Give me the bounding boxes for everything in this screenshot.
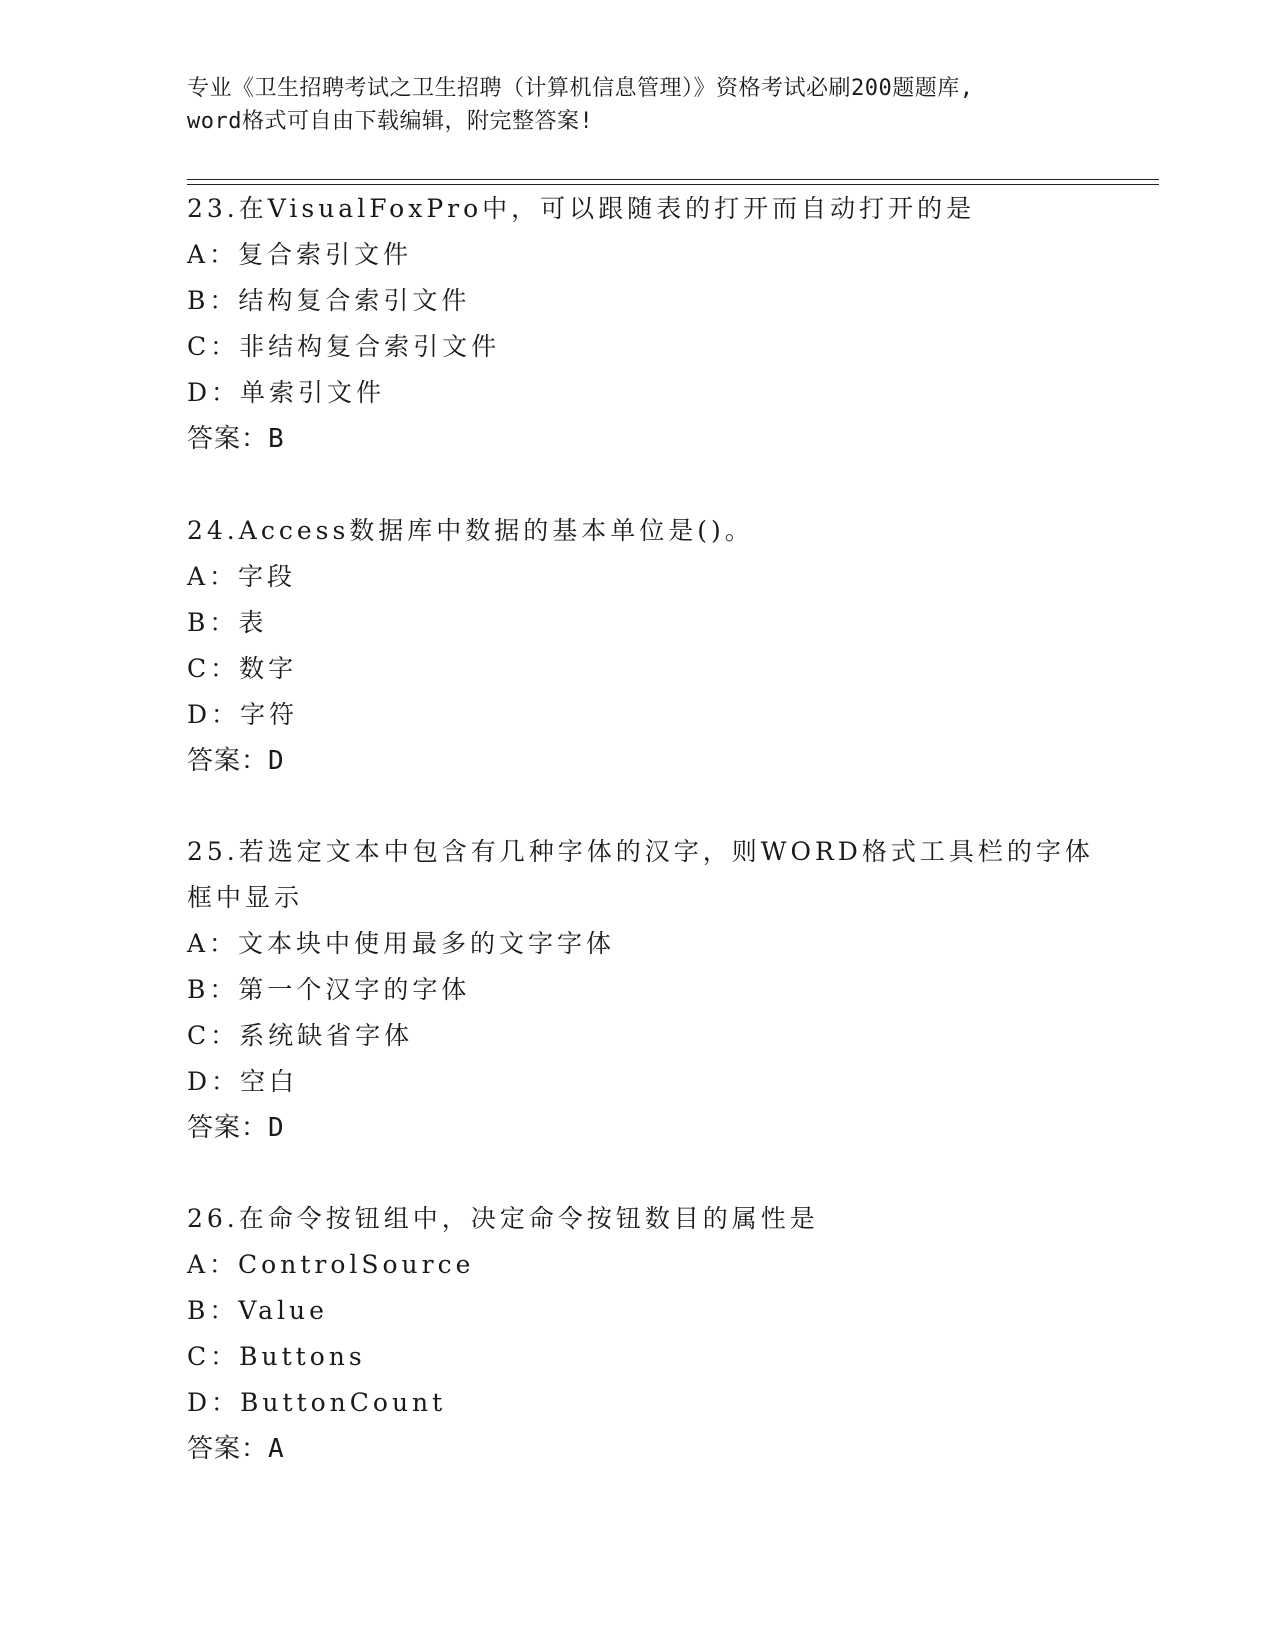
option-c: C：Buttons <box>187 1342 366 1371</box>
question-block <box>187 508 1087 784</box>
option-a: A：复合索引文件 <box>187 240 413 269</box>
question-stem: 25.若选定文本中包含有几种字体的汉字，则WORD格式工具栏的字体 <box>187 837 1094 866</box>
option-d: D：单索引文件 <box>187 378 386 407</box>
question-block <box>187 186 1087 462</box>
header-divider-bottom <box>187 184 1159 185</box>
question-block <box>187 829 1094 1151</box>
answer: 答案：A <box>187 1434 285 1464</box>
option-c: C：数字 <box>187 654 298 683</box>
option-c: C：非结构复合索引文件 <box>187 332 501 361</box>
option-d: D：空白 <box>187 1067 299 1096</box>
option-d: D：字符 <box>187 700 299 729</box>
option-b: B：表 <box>187 608 268 637</box>
question-stem: 23.在VisualFoxPro中，可以跟随表的打开而自动打开的是 <box>187 194 976 223</box>
question-block <box>187 1196 1087 1472</box>
header-line-1: 专业《卫生招聘考试之卫生招聘（计算机信息管理）》资格考试必刷200题题库, <box>187 76 974 101</box>
option-a: A：字段 <box>187 562 297 591</box>
option-a: A：文本块中使用最多的文字字体 <box>187 929 616 958</box>
header-line-2: word格式可自由下载编辑，附完整答案! <box>187 109 594 134</box>
answer: 答案：D <box>187 1113 285 1143</box>
question-stem-continued: 框中显示 <box>187 883 304 912</box>
question-stem: 24.Access数据库中数据的基本单位是()。 <box>187 516 754 545</box>
option-d: D：ButtonCount <box>187 1388 447 1417</box>
option-c: C：系统缺省字体 <box>187 1021 414 1050</box>
option-a: A：ControlSource <box>187 1250 475 1279</box>
answer: 答案：D <box>187 746 285 776</box>
document-header <box>187 72 1087 138</box>
answer: 答案：B <box>187 424 285 454</box>
option-b: B：Value <box>187 1296 328 1325</box>
option-b: B：第一个汉字的字体 <box>187 975 471 1004</box>
question-stem: 26.在命令按钮组中，决定命令按钮数目的属性是 <box>187 1204 819 1233</box>
header-divider-top <box>187 179 1159 180</box>
option-b: B：结构复合索引文件 <box>187 286 471 315</box>
